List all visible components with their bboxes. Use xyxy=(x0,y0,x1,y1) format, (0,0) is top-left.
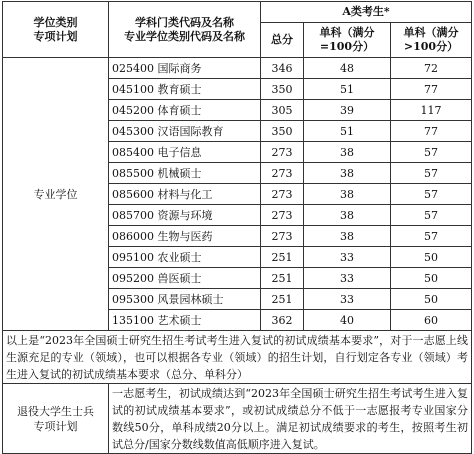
single-over-100-cell: 50 xyxy=(391,247,472,268)
total-cell: 251 xyxy=(261,268,304,289)
header-major-line1: 学科门类代码及名称 xyxy=(135,15,234,29)
single-100-cell: 39 xyxy=(304,100,391,121)
single-over-100-cell: 57 xyxy=(391,205,472,226)
major-cell: 085600 材料与化工 xyxy=(109,184,261,205)
single-100-cell: 38 xyxy=(304,163,391,184)
single-over-100-cell: 57 xyxy=(391,226,472,247)
single-100-cell: 51 xyxy=(304,121,391,142)
header-category-line2: 专项计划 xyxy=(33,29,78,43)
header-single-100-line2: =100分） xyxy=(319,40,375,53)
total-cell: 273 xyxy=(261,163,304,184)
major-cell: 045200 体育硕士 xyxy=(109,100,261,121)
header-category xyxy=(3,2,109,58)
plan-label xyxy=(3,384,109,454)
total-cell: 273 xyxy=(261,142,304,163)
total-cell: 273 xyxy=(261,226,304,247)
single-over-100-cell: 50 xyxy=(391,289,472,310)
total-cell: 273 xyxy=(261,205,304,226)
single-over-100-cell: 57 xyxy=(391,163,472,184)
single-100-cell: 48 xyxy=(304,58,391,79)
header-row-top xyxy=(3,2,472,23)
header-single-over-100 xyxy=(391,23,472,58)
major-cell: 095200 兽医硕士 xyxy=(109,268,261,289)
major-cell: 095300 风景园林硕士 xyxy=(109,289,261,310)
single-100-cell: 33 xyxy=(304,268,391,289)
total-cell: 251 xyxy=(261,247,304,268)
table-row xyxy=(3,58,472,79)
single-over-100-cell: 57 xyxy=(391,142,472,163)
major-cell: 085500 机械硕士 xyxy=(109,163,261,184)
category-label: 专业学位 xyxy=(3,58,109,331)
plan-label-line1: 退役大学生士兵 xyxy=(17,404,94,418)
major-cell: 025400 国际商务 xyxy=(109,58,261,79)
header-single-over-100-line2: >100分） xyxy=(403,40,459,53)
header-single-100-line1: 单科（满分 xyxy=(319,26,375,39)
total-cell: 273 xyxy=(261,184,304,205)
single-100-cell: 38 xyxy=(304,226,391,247)
single-over-100-cell: 50 xyxy=(391,268,472,289)
major-cell: 085400 电子信息 xyxy=(109,142,261,163)
plan-row xyxy=(3,384,472,454)
header-group-a: A类考生* xyxy=(261,2,472,23)
score-table xyxy=(2,1,472,454)
plan-text: 一志愿考生，初试成绩达到“2023年全国硕士研究生招生考试考生进入复试的初试成绩基本要求”，或初试成绩总分不低于一志愿报考专业国家分数线50分，单科成绩20分以上。满足初试成绩要求的考生，按照考生初试总分/国家分数线数值高低顺序进入复试。 xyxy=(109,384,472,454)
major-cell: 045300 汉语国际教育 xyxy=(109,121,261,142)
major-cell: 095100 农业硕士 xyxy=(109,247,261,268)
header-single-over-100-line1: 单科（满分 xyxy=(403,26,459,39)
header-category-line1: 学位类别 xyxy=(33,15,78,29)
single-100-cell: 51 xyxy=(304,79,391,100)
header-major xyxy=(109,2,261,58)
single-over-100-cell: 72 xyxy=(391,58,472,79)
note-text: 以上是“2023年全国硕士研究生招生考试考生进入复试的初试成绩基本要求”，对于一志愿上线生源充足的专业（领域），也可以根据各专业（领域）的招生计划，自行划定各专业（领域）考生进入复试的初试成绩基本要求（总分、单科分） xyxy=(3,331,472,384)
single-100-cell: 38 xyxy=(304,184,391,205)
major-cell: 045100 教育硕士 xyxy=(109,79,261,100)
total-cell: 362 xyxy=(261,310,304,331)
single-100-cell: 33 xyxy=(304,247,391,268)
total-cell: 346 xyxy=(261,58,304,79)
single-over-100-cell: 60 xyxy=(391,310,472,331)
header-major-line2: 专业学位类别代码及名称 xyxy=(124,29,245,43)
single-over-100-cell: 77 xyxy=(391,121,472,142)
major-cell: 135100 艺术硕士 xyxy=(109,310,261,331)
single-over-100-cell: 117 xyxy=(391,100,472,121)
total-cell: 305 xyxy=(261,100,304,121)
single-100-cell: 33 xyxy=(304,289,391,310)
single-100-cell: 38 xyxy=(304,142,391,163)
note-row xyxy=(3,331,472,384)
single-over-100-cell: 77 xyxy=(391,79,472,100)
header-total: 总分 xyxy=(261,23,304,58)
major-cell: 086000 生物与医药 xyxy=(109,226,261,247)
total-cell: 251 xyxy=(261,289,304,310)
single-100-cell: 38 xyxy=(304,205,391,226)
plan-label-line2: 专项计划 xyxy=(33,419,78,433)
single-100-cell: 40 xyxy=(304,310,391,331)
total-cell: 350 xyxy=(261,79,304,100)
major-cell: 085700 资源与环境 xyxy=(109,205,261,226)
header-single-100 xyxy=(304,23,391,58)
total-cell: 350 xyxy=(261,121,304,142)
single-over-100-cell: 57 xyxy=(391,184,472,205)
